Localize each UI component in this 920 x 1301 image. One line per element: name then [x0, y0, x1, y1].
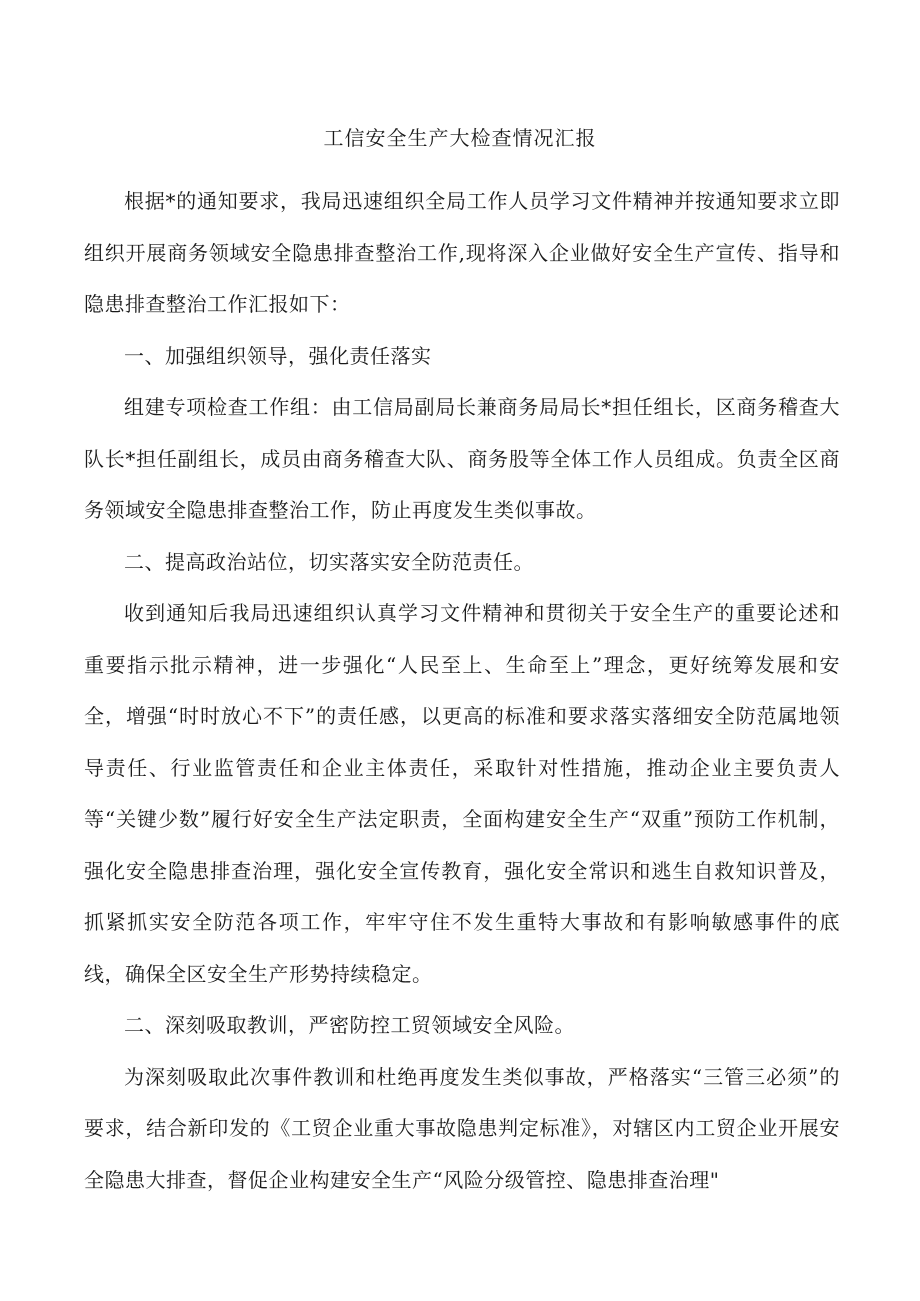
paragraph-responsibility: 收到通知后我局迅速组织认真学习文件精神和贯彻关于安全生产的重要论述和重要指示批示精神，进一步强化“人民至上、生命至上”理念，更好统筹发展和安全，增强“时时放心不下”的责任感，以更高的标准和要求落实落细安全防范属地领导责任、行业监管责任和企业主体责任，采取针对性措施，推动企业主要负责人等“关键少数”履行好安全生产法定职责，全面构建安全生产“双重”预防工作机制，强化安全隐患排查治理，强化安全宣传教育，强化安全常识和逃生自救知识普及，抓紧抓实安全防范各项工作，牢牢守住不发生重特大事故和有影响敏感事件的底线，确保全区安全生产形势持续稳定。 [84, 601, 840, 986]
paragraph-lessons: 为深刻吸取此次事件教训和杜绝再度发生类似事故，严格落实“三管三必须”的要求，结合新印发的《工贸企业重大事故隐患判定标准》，对辖区内工贸企业开展安全隐患大排查，督促企业构建安全生产“风险分级管控、隐患排查治理" [84, 1064, 840, 1192]
paragraph-intro: 根据*的通知要求，我局迅速组织全局工作人员学习文件精神并按通知要求立即组织开展商务领域安全隐患排查整治工作,现将深入企业做好安全生产宣传、指导和隐患排查整治工作汇报如下： [84, 189, 840, 316]
section-heading-2: 二、提高政治站位，切实落实安全防范责任。 [124, 549, 534, 574]
paragraph-work-group: 组建专项检查工作组：由工信局副局长兼商务局局长*担任组长，区商务稽查大队长*担任副组长，成员由商务稽查大队、商务股等全体工作人员组成。负责全区商务领域安全隐患排查整治工作，防止再度发生类似事故。 [84, 395, 840, 522]
section-heading-3: 二、深刻吸取教训，严密防控工贸领域安全风险。 [124, 1013, 575, 1037]
document-body [84, 176, 840, 1206]
section-heading-1: 一、加强组织领导，强化责任落实 [124, 343, 432, 368]
document-title: 工信安全生产大检查情况汇报 [323, 126, 597, 150]
